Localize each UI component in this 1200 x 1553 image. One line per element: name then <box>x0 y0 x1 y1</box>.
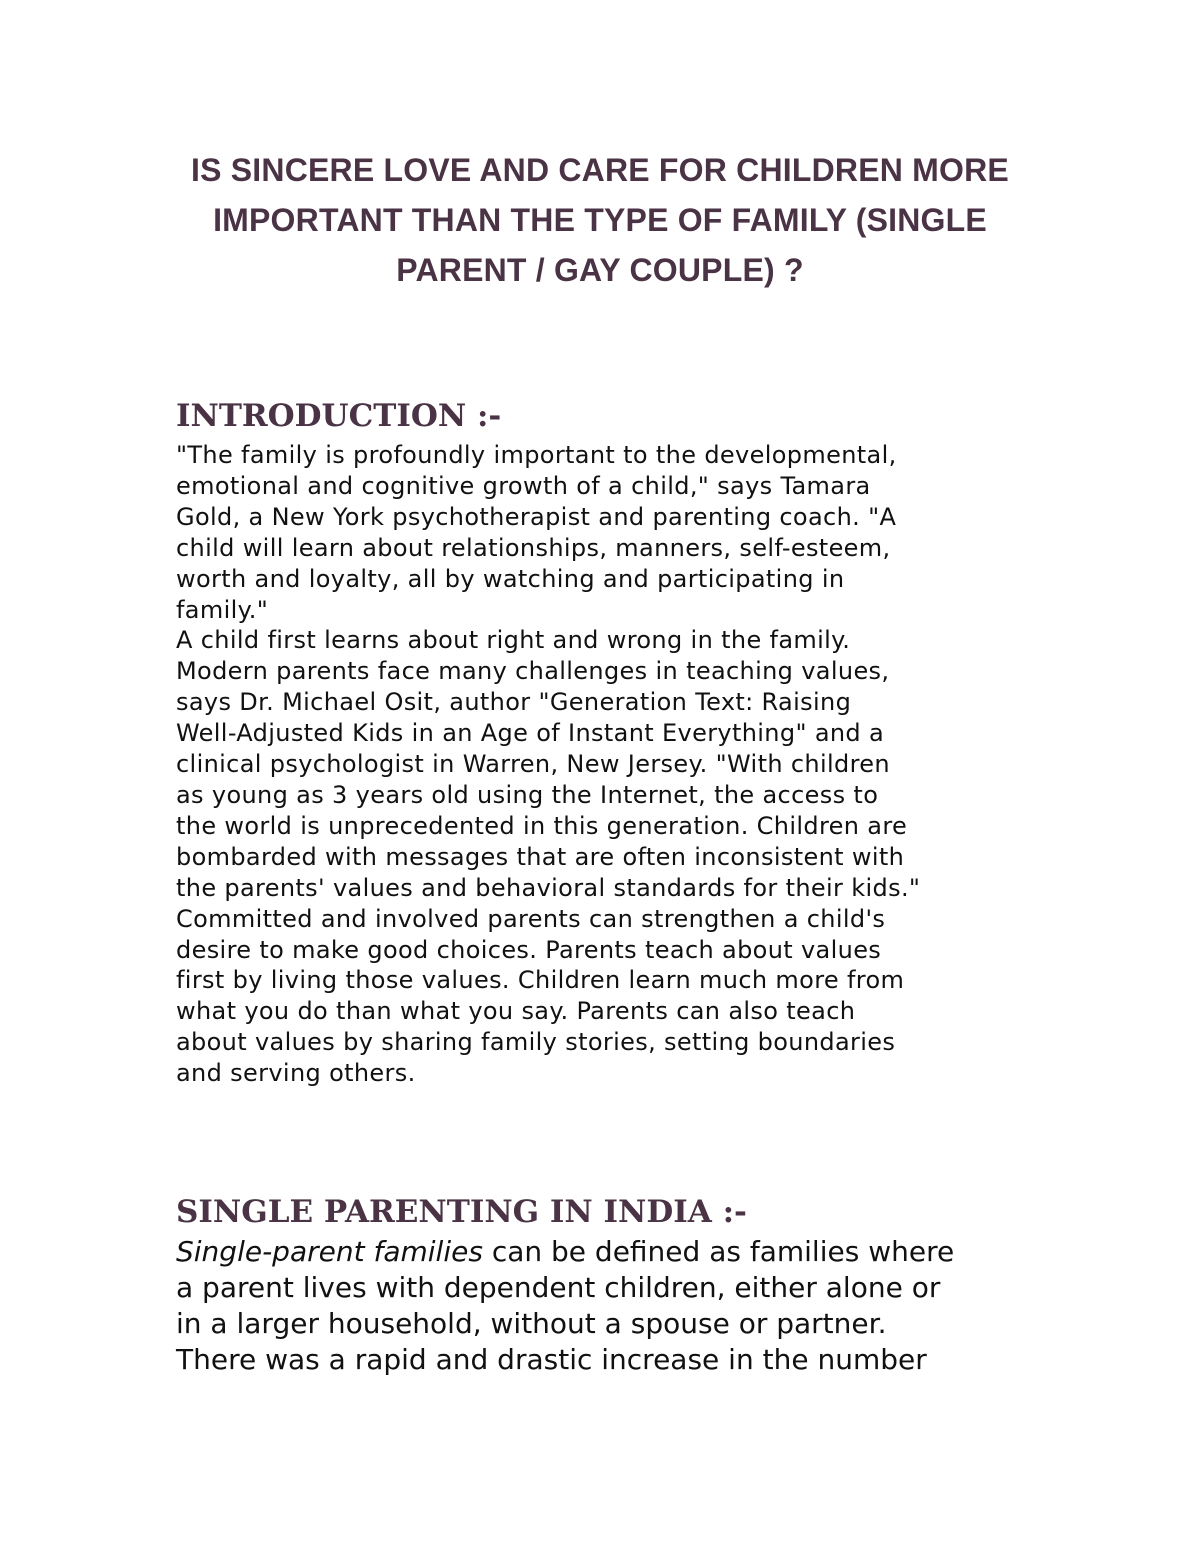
introduction-line: Modern parents face many challenges in teaching values, <box>176 657 890 686</box>
single-parent-families-term: Single-parent families <box>176 1235 483 1268</box>
introduction-line: clinical psychologist in Warren, New Jersey. "With children <box>176 750 890 779</box>
introduction-line: Committed and involved parents can strengthen a child's <box>176 904 886 933</box>
introduction-body <box>176 440 1036 1089</box>
single-parenting-body <box>176 1234 1036 1378</box>
introduction-line: desire to make good choices. Parents teach about values <box>176 935 882 964</box>
single-parenting-lead-line <box>176 1234 1036 1270</box>
single-parenting-heading: SINGLE PARENTING IN INDIA :- <box>176 1194 747 1230</box>
introduction-line: A child first learns about right and wrong in the family. <box>176 626 851 655</box>
introduction-line: the world is unprecedented in this generation. Children are <box>176 811 908 840</box>
introduction-line: Well-Adjusted Kids in an Age of Instant Everything" and a <box>176 719 885 748</box>
introduction-line: about values by sharing family stories, setting boundaries <box>176 1028 896 1057</box>
introduction-line: "The family is profoundly important to the developmental, <box>176 441 897 469</box>
introduction-line: what you do than what you say. Parents can also teach <box>176 997 856 1026</box>
introduction-line: Gold, a New York psychotherapist and parenting coach. "A <box>176 502 897 531</box>
introduction-line: family." <box>176 595 269 624</box>
introduction-line: the parents' values and behavioral standards for their kids." <box>176 873 921 902</box>
introduction-line: first by living those values. Children learn much more from <box>176 966 905 995</box>
single-parenting-line: There was a rapid and drastic increase in the number <box>176 1343 927 1376</box>
introduction-line: says Dr. Michael Osit, author "Generation Text: Raising <box>176 688 852 717</box>
introduction-line: and serving others. <box>176 1059 416 1088</box>
single-parenting-line: in a larger household, without a spouse or partner. <box>176 1307 887 1340</box>
document-title: IS SINCERE LOVE AND CARE FOR CHILDREN MORE IMPORTANT THAN THE TYPE OF FAMILY (SINGLE PARENT / GAY COUPLE) ? <box>191 152 1009 288</box>
introduction-line: child will learn about relationships, manners, self-esteem, <box>176 533 891 562</box>
introduction-line: as young as 3 years old using the Internet, the access to <box>176 780 879 809</box>
introduction-line: emotional and cognitive growth of a child," says Tamara <box>176 471 871 500</box>
single-parenting-lead-rest: can be defined as families where <box>482 1235 955 1268</box>
single-parenting-line: a parent lives with dependent children, either alone or <box>176 1271 941 1304</box>
introduction-heading: INTRODUCTION :- <box>176 398 502 434</box>
introduction-line: bombarded with messages that are often inconsistent with <box>176 842 905 871</box>
introduction-line: worth and loyalty, all by watching and participating in <box>176 564 845 593</box>
